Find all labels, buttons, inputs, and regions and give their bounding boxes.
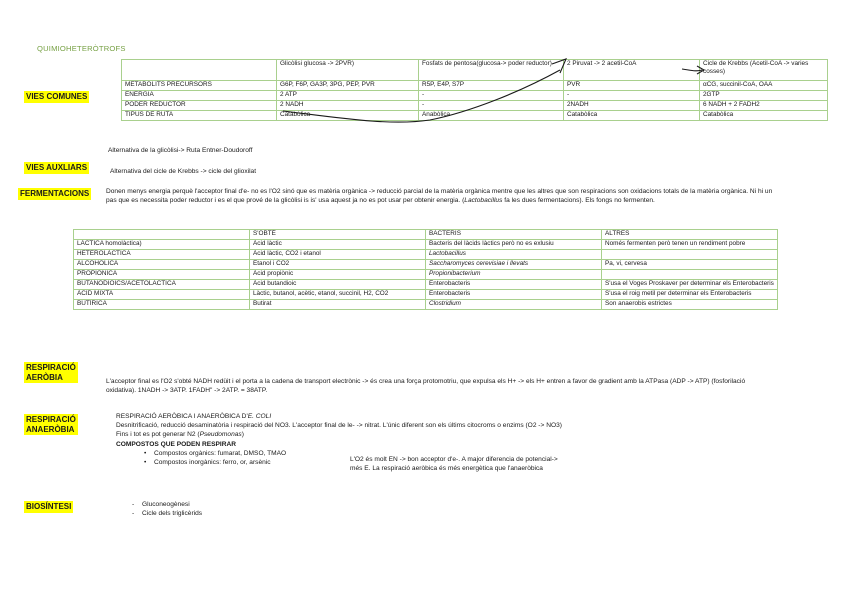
table-cell: [602, 250, 778, 260]
label-respiracio-anaerobia: [24, 414, 78, 435]
table-cell: LÀCTICA homolàctica): [74, 240, 250, 250]
respiracio-aerobia-text: L'acceptor final es l'O2 s'obté NADH redüit i el porta a la cadena de transport electrònic -> és crea una força protomotriu, que expulsa els H+ -> els H+ entren a favor de gradient amb la ATPasa (ADP -> ATP) (fosforilació oxidativa). 1NADH -> 3ATP. 1FADH" -> 2ATP. = 38ATP.: [106, 378, 746, 395]
table-cell: [74, 230, 250, 240]
table-cell: S'usa el Voges Proskaver per determinar els Enterobacteris: [602, 280, 778, 290]
page-title: QUIMIOHETERÒTROFS: [37, 44, 126, 53]
table-cell: 2GTP: [700, 91, 828, 101]
table-cell: PODER REDUCTOR: [122, 101, 277, 111]
table-cell: [426, 250, 602, 260]
note-line: L'O2 és molt EN -> bon acceptor d'e-. A major diferencia de potencial->: [350, 456, 558, 463]
text-span: (: [462, 197, 465, 205]
label-biosintesi: BIOSÍNTESI: [26, 502, 72, 511]
text-span: Donen menys energia perquè l'acceptor final d'e- no es l'O2 sinó que es matèria orgànica -> reducció parcial de la matèria orgànica mentre que les altres que son respiracions son oxidacions totals de la matèria orgànica. Ni hi un pas que es necessita poder reductor i es el que prové de la glicòlisi is is' usa aquest ja no es pot usar per obtenir energia.: [106, 188, 773, 205]
label-line: RESPIRACIÓ: [26, 415, 76, 424]
table-cell: Fosfats de pentosa(glucosa-> poder reductor): [419, 60, 564, 81]
label-line: RESPIRACIÓ: [26, 363, 76, 372]
table-cell: 2NADH: [564, 101, 700, 111]
table-cell: [426, 300, 602, 310]
table-row: [74, 250, 778, 260]
table-cell: Cicle de Krebbs (Acetil-CoA -> varies cosses): [700, 60, 828, 81]
table-cell: Catabòlica: [564, 111, 700, 121]
table-cell: [426, 260, 602, 270]
species-name: Propionibacterium: [429, 270, 481, 277]
table-cell: Pa, vi, cervesa: [602, 260, 778, 270]
species-name: Clostridium: [429, 300, 461, 307]
table-cell: Butirat: [250, 300, 426, 310]
table-cell: Son anaerobis estrictes: [602, 300, 778, 310]
table-cell: Àcid propiònic: [250, 270, 426, 280]
biosintesi-list-wrap: [128, 500, 202, 518]
list-item: - Gluconeogènesi: [142, 500, 202, 509]
table-cell: ALCOHÒLICA: [74, 260, 250, 270]
list-item: • Compostos orgànics: fumarat, DMSO, TMAO: [154, 449, 716, 458]
table-row: [74, 240, 778, 250]
table-row: [122, 111, 828, 121]
label-vies-auxiliars: VIES AUXLIARS: [26, 163, 88, 172]
table-row: [74, 300, 778, 310]
anaerobia-compostos-heading: COMPOSTOS QUE PODEN RESPIRAR: [116, 440, 237, 448]
text-span: Fins i tot es pot generar N2 (: [116, 431, 200, 439]
text-span: ): [241, 431, 244, 439]
text-span: RESPIRACIÓ AERÒBICA I ANAERÒBICA D': [116, 413, 248, 420]
fermentacions-paragraph: [106, 187, 774, 205]
species-name: Lactobacillus: [429, 250, 466, 257]
table-cell: Anabòlica: [419, 111, 564, 121]
text-span-italic: Pseudomonas: [199, 431, 242, 439]
table-cell: ENERGIA: [122, 91, 277, 101]
table-cell: -: [419, 91, 564, 101]
table-cell: Catabòlica: [277, 111, 419, 121]
vies-auxiliars-line1: Alternativa de la glicòlisi-> Ruta Entner-Doudoroff: [108, 147, 253, 154]
table-row: [74, 260, 778, 270]
table-cell: [426, 270, 602, 280]
table-cell: [602, 270, 778, 280]
table-cell: 2 Piruvat -> 2 acetil-CoA: [564, 60, 700, 81]
table-cell: Només fermenten però tenen un rendiment pobre: [602, 240, 778, 250]
table-cell: METABÒLITS PRECURSORS: [122, 81, 277, 91]
note-line: més E. La respiració aeròbica és més energètica que l'anaeròbica: [350, 465, 543, 473]
label-vies-comunes: VIES COMUNES: [26, 92, 88, 101]
table-cell: Enterobacteris: [426, 290, 602, 300]
table-cell: -: [419, 101, 564, 111]
table-cell: 2 NADH: [277, 101, 419, 111]
text-span-italic: E. COLI: [247, 413, 272, 420]
table-row: [74, 270, 778, 280]
table-cell: S'OBTÉ: [250, 230, 426, 240]
vies-comunes-table: [121, 59, 828, 121]
table-cell: S'usa el roig metil per determinar els Enterobacteris: [602, 290, 778, 300]
label-line: ANAERÒBIA: [26, 424, 75, 434]
list-item: • Compostos inorgànics: ferro, or, arsènic: [154, 458, 716, 467]
anaerobia-heading: [116, 412, 716, 421]
table-header-row: [122, 60, 828, 81]
table-cell: 6 NADH + 2 FADH2: [700, 101, 828, 111]
anaerobia-line1: Desnitrificació, reducció desaminatòria i respiració del NO3. L'acceptor final de le- -> nitrat. L'únic diferent son els últims citocroms o enzims (O2 -> NO3): [116, 422, 562, 430]
table-cell: Àcid butandioic: [250, 280, 426, 290]
table-header-row: [74, 230, 778, 240]
table-cell: HETEROLÀCTICA: [74, 250, 250, 260]
table-cell: Etanol i CO2: [250, 260, 426, 270]
table-cell: Bacteris del làcids làctics però no es exlusiu: [426, 240, 602, 250]
table-cell: ALTRES: [602, 230, 778, 240]
table-row: [122, 91, 828, 101]
table-cell: -: [564, 91, 700, 101]
table-cell: G6P, F6P, GA3P, 3PG, PEP, PVR: [277, 81, 419, 91]
table-cell: Enterobacteris: [426, 280, 602, 290]
table-cell: R5P, E4P, S7P: [419, 81, 564, 91]
label-respiracio-aerobia: [24, 362, 78, 383]
table-cell: [122, 60, 277, 81]
table-cell: BUTANODIOICS/ACETOLACTICA: [74, 280, 250, 290]
label-line: AERÒBIA: [26, 372, 63, 382]
table-cell: αCG, succinil-CoA, OAA: [700, 81, 828, 91]
table-row: [122, 81, 828, 91]
table-cell: BUTÍRICA: [74, 300, 250, 310]
table-cell: Àcid làctic, CO2 i etanol: [250, 250, 426, 260]
table-cell: 2 ATP: [277, 91, 419, 101]
table-cell: BACTERIS: [426, 230, 602, 240]
anaerobia-line2: [116, 430, 716, 439]
table-cell: ÀCID MIXTA: [74, 290, 250, 300]
table-cell: Làctic, butanol, acètic, etanol, succinil, H2, CO2: [250, 290, 426, 300]
table-cell: PROPIÒNICA: [74, 270, 250, 280]
fermentacions-table: [73, 229, 778, 310]
table-row: [74, 290, 778, 300]
table-cell: Catabòlica: [700, 111, 828, 121]
table-cell: Àcid làctic: [250, 240, 426, 250]
list-item: - Cicle dels triglicèrids: [142, 509, 202, 518]
table-cell: PVR: [564, 81, 700, 91]
label-fermentacions: FERMENTACIONS: [20, 189, 90, 198]
anaerobia-note: [350, 455, 650, 473]
species-name: Saccharomyces cerevisiae i llevats: [429, 260, 529, 267]
table-row: [74, 280, 778, 290]
table-row: [122, 101, 828, 111]
biosintesi-list: [128, 500, 202, 518]
table-cell: TIPUS DE RUTA: [122, 111, 277, 121]
table-cell: Glicòlisi glucosa -> 2PVR): [277, 60, 419, 81]
text-span: fa les dues fermentacions). Els fongs no fermenten.: [502, 197, 655, 205]
vies-auxiliars-line2: Alternativa del cicle de Krebbs -> cicle del glioxilat: [110, 168, 257, 175]
text-span-italic: Lactobacillus: [464, 197, 503, 205]
